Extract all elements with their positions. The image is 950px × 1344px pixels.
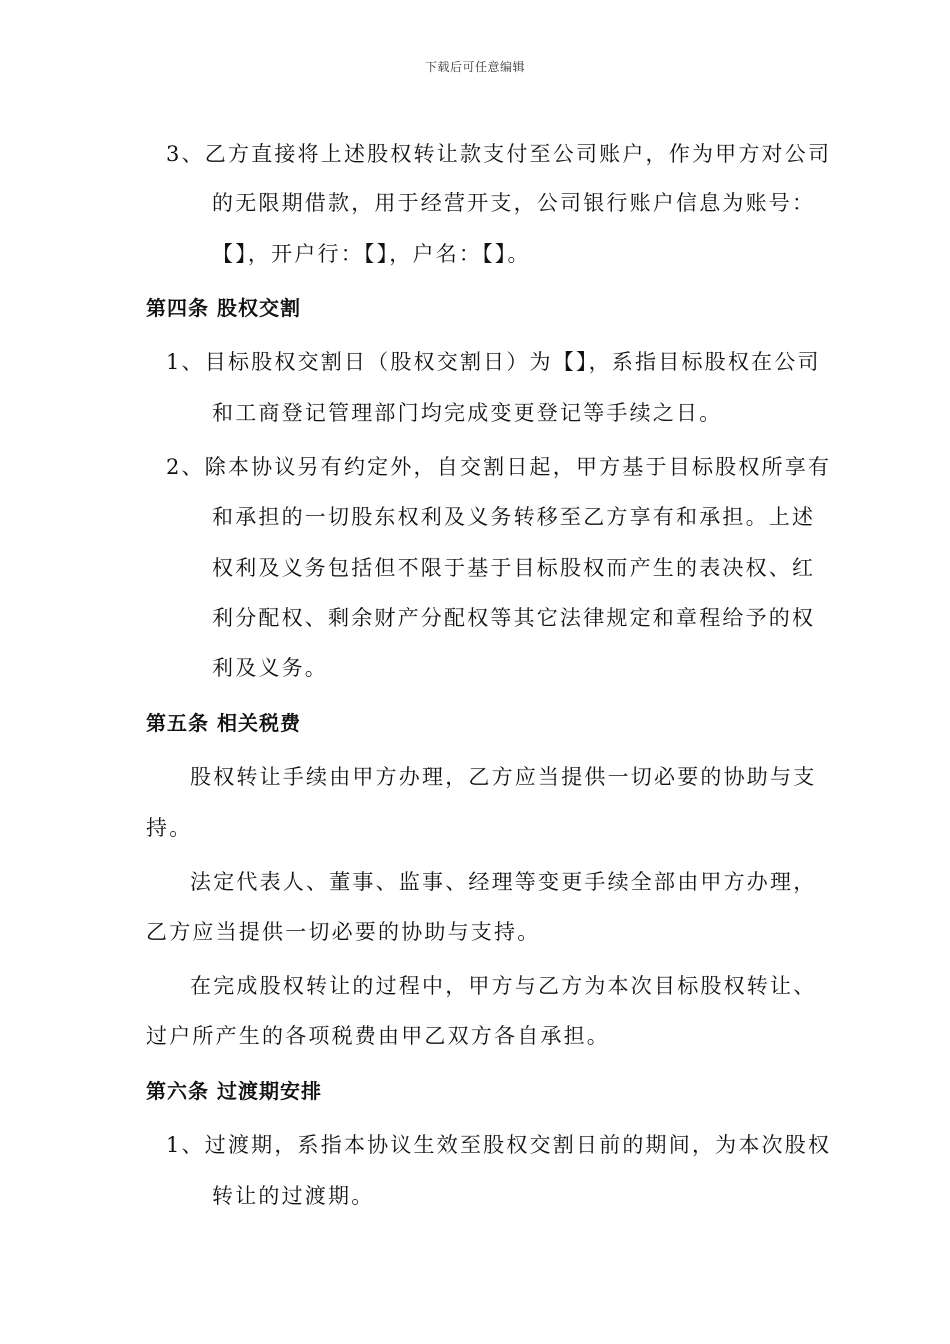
item3-line2: 的无限期借款，用于经营开支，公司银行账户信息为账号： [212, 191, 816, 215]
article4-item2-line4: 利分配权、剩余财产分配权等其它法律规定和章程给予的权 [212, 606, 816, 630]
article6-item1-line1: 1、过渡期，系指本协议生效至股权交割日前的期间，为本次股权 [166, 1133, 832, 1157]
article4-item1-line2: 和工商登记管理部门均完成变更登记等手续之日。 [212, 401, 723, 425]
article5-p1-line2: 持。 [146, 816, 193, 840]
article5-p3-line1: 在完成股权转让的过程中，甲方与乙方为本次目标股权转让、 [190, 974, 817, 998]
article4-item1-line1: 1、目标股权交割日（股权交割日）为【】，系指目标股权在公司 [166, 350, 821, 374]
article6-item1-line2: 转让的过渡期。 [212, 1184, 375, 1208]
article4-item2-line1: 2、除本协议另有约定外，自交割日起，甲方基于目标股权所享有 [166, 455, 832, 479]
header-note: 下载后可任意编辑 [424, 60, 525, 74]
article4-item2-line3: 权利及义务包括但不限于基于目标股权而产生的表决权、红 [212, 556, 816, 580]
article4-title: 第四条 股权交割 [146, 296, 301, 320]
article5-p1-line1: 股权转让手续由甲方办理，乙方应当提供一切必要的协助与支 [190, 765, 817, 789]
article5-p3-line2: 过户所产生的各项税费由甲乙双方各自承担。 [146, 1024, 610, 1048]
item3-line3: 【】，开户行：【】，户名：【】。 [212, 242, 531, 266]
article5-p2-line1: 法定代表人、董事、监事、经理等变更手续全部由甲方办理， [190, 870, 817, 894]
article6-title: 第六条 过渡期安排 [146, 1079, 322, 1103]
article5-p2-line2: 乙方应当提供一切必要的协助与支持。 [146, 920, 541, 944]
article4-item2-line2: 和承担的一切股东权利及义务转移至乙方享有和承担。上述 [212, 505, 816, 529]
item3-line1: 3、乙方直接将上述股权转让款支付至公司账户，作为甲方对公司 [166, 142, 832, 166]
article5-title: 第五条 相关税费 [146, 711, 301, 735]
article4-item2-line5: 利及义务。 [212, 656, 328, 680]
